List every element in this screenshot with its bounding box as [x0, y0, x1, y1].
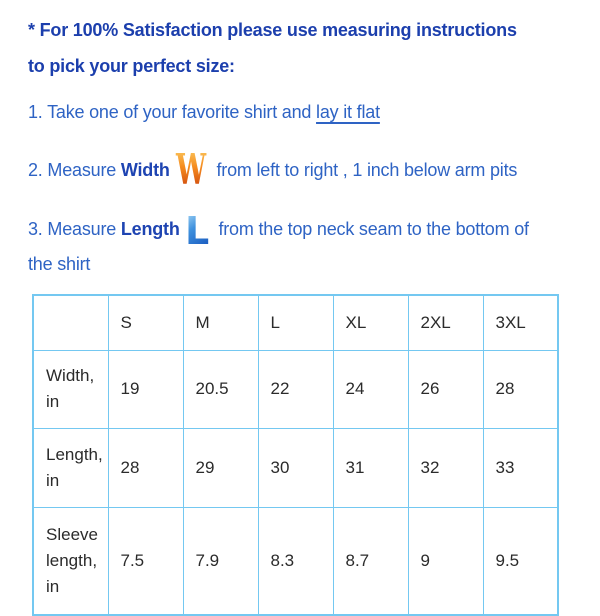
step-2-text: 2. Measure [28, 160, 121, 180]
table-cell: 9 [408, 507, 483, 615]
svg-text:L: L [184, 209, 209, 253]
table-cell: 8.7 [333, 507, 408, 615]
instruction-step-2 [28, 144, 580, 194]
table-cell: 32 [408, 428, 483, 507]
table-row-sleeve-length [33, 507, 558, 615]
lay-it-flat-link[interactable]: lay it flat [316, 102, 380, 122]
row-label-length: Length, in [33, 428, 108, 507]
header-cell-l: L [258, 295, 333, 350]
header-cell-xl: XL [333, 295, 408, 350]
satisfaction-heading [28, 12, 580, 84]
table-row-width [33, 350, 558, 428]
heading-line-1: * For 100% Satisfaction please use measuring instructions [28, 20, 517, 40]
table-cell: 29 [183, 428, 258, 507]
step-3-line-2: the shirt [28, 254, 91, 274]
step-3-length-word: Length [120, 219, 180, 239]
header-cell-blank [33, 295, 108, 350]
table-cell: 7.5 [108, 507, 183, 615]
size-chart-table [32, 294, 559, 616]
table-cell: 9.5 [483, 507, 558, 615]
width-w-icon [175, 144, 207, 194]
step-2-width-word: Width [120, 160, 170, 180]
table-cell: 28 [108, 428, 183, 507]
step-2-text-suffix: from left to right , 1 inch below arm pits [211, 160, 518, 180]
table-cell: 8.3 [258, 507, 333, 615]
table-cell: 33 [483, 428, 558, 507]
instruction-step-3 [28, 207, 580, 280]
header-cell-m: M [183, 295, 258, 350]
row-label-sleeve-length: Sleeve length, in [33, 507, 108, 615]
step-3-text: 3. Measure [28, 219, 121, 239]
table-cell: 31 [333, 428, 408, 507]
table-cell: 19 [108, 350, 183, 428]
table-cell: 20.5 [183, 350, 258, 428]
step-1-text: 1. Take one of your favorite shirt and [28, 102, 317, 122]
step-3-text-suffix: from the top neck seam to the bottom of [213, 219, 529, 239]
measuring-instructions [28, 97, 580, 280]
table-row-length [33, 428, 558, 507]
table-cell: 26 [408, 350, 483, 428]
row-label-width: Width, in [33, 350, 108, 428]
instruction-step-1 [28, 97, 580, 127]
table-cell: 7.9 [183, 507, 258, 615]
header-cell-s: S [108, 295, 183, 350]
size-chart-header-row [33, 295, 558, 350]
heading-line-2: to pick your perfect size: [28, 56, 235, 76]
table-cell: 28 [483, 350, 558, 428]
table-cell: 24 [333, 350, 408, 428]
svg-text:W: W [175, 145, 207, 194]
header-cell-3xl: 3XL [483, 295, 558, 350]
table-cell: 30 [258, 428, 333, 507]
header-cell-2xl: 2XL [408, 295, 483, 350]
table-cell: 22 [258, 350, 333, 428]
length-l-icon [184, 207, 209, 253]
